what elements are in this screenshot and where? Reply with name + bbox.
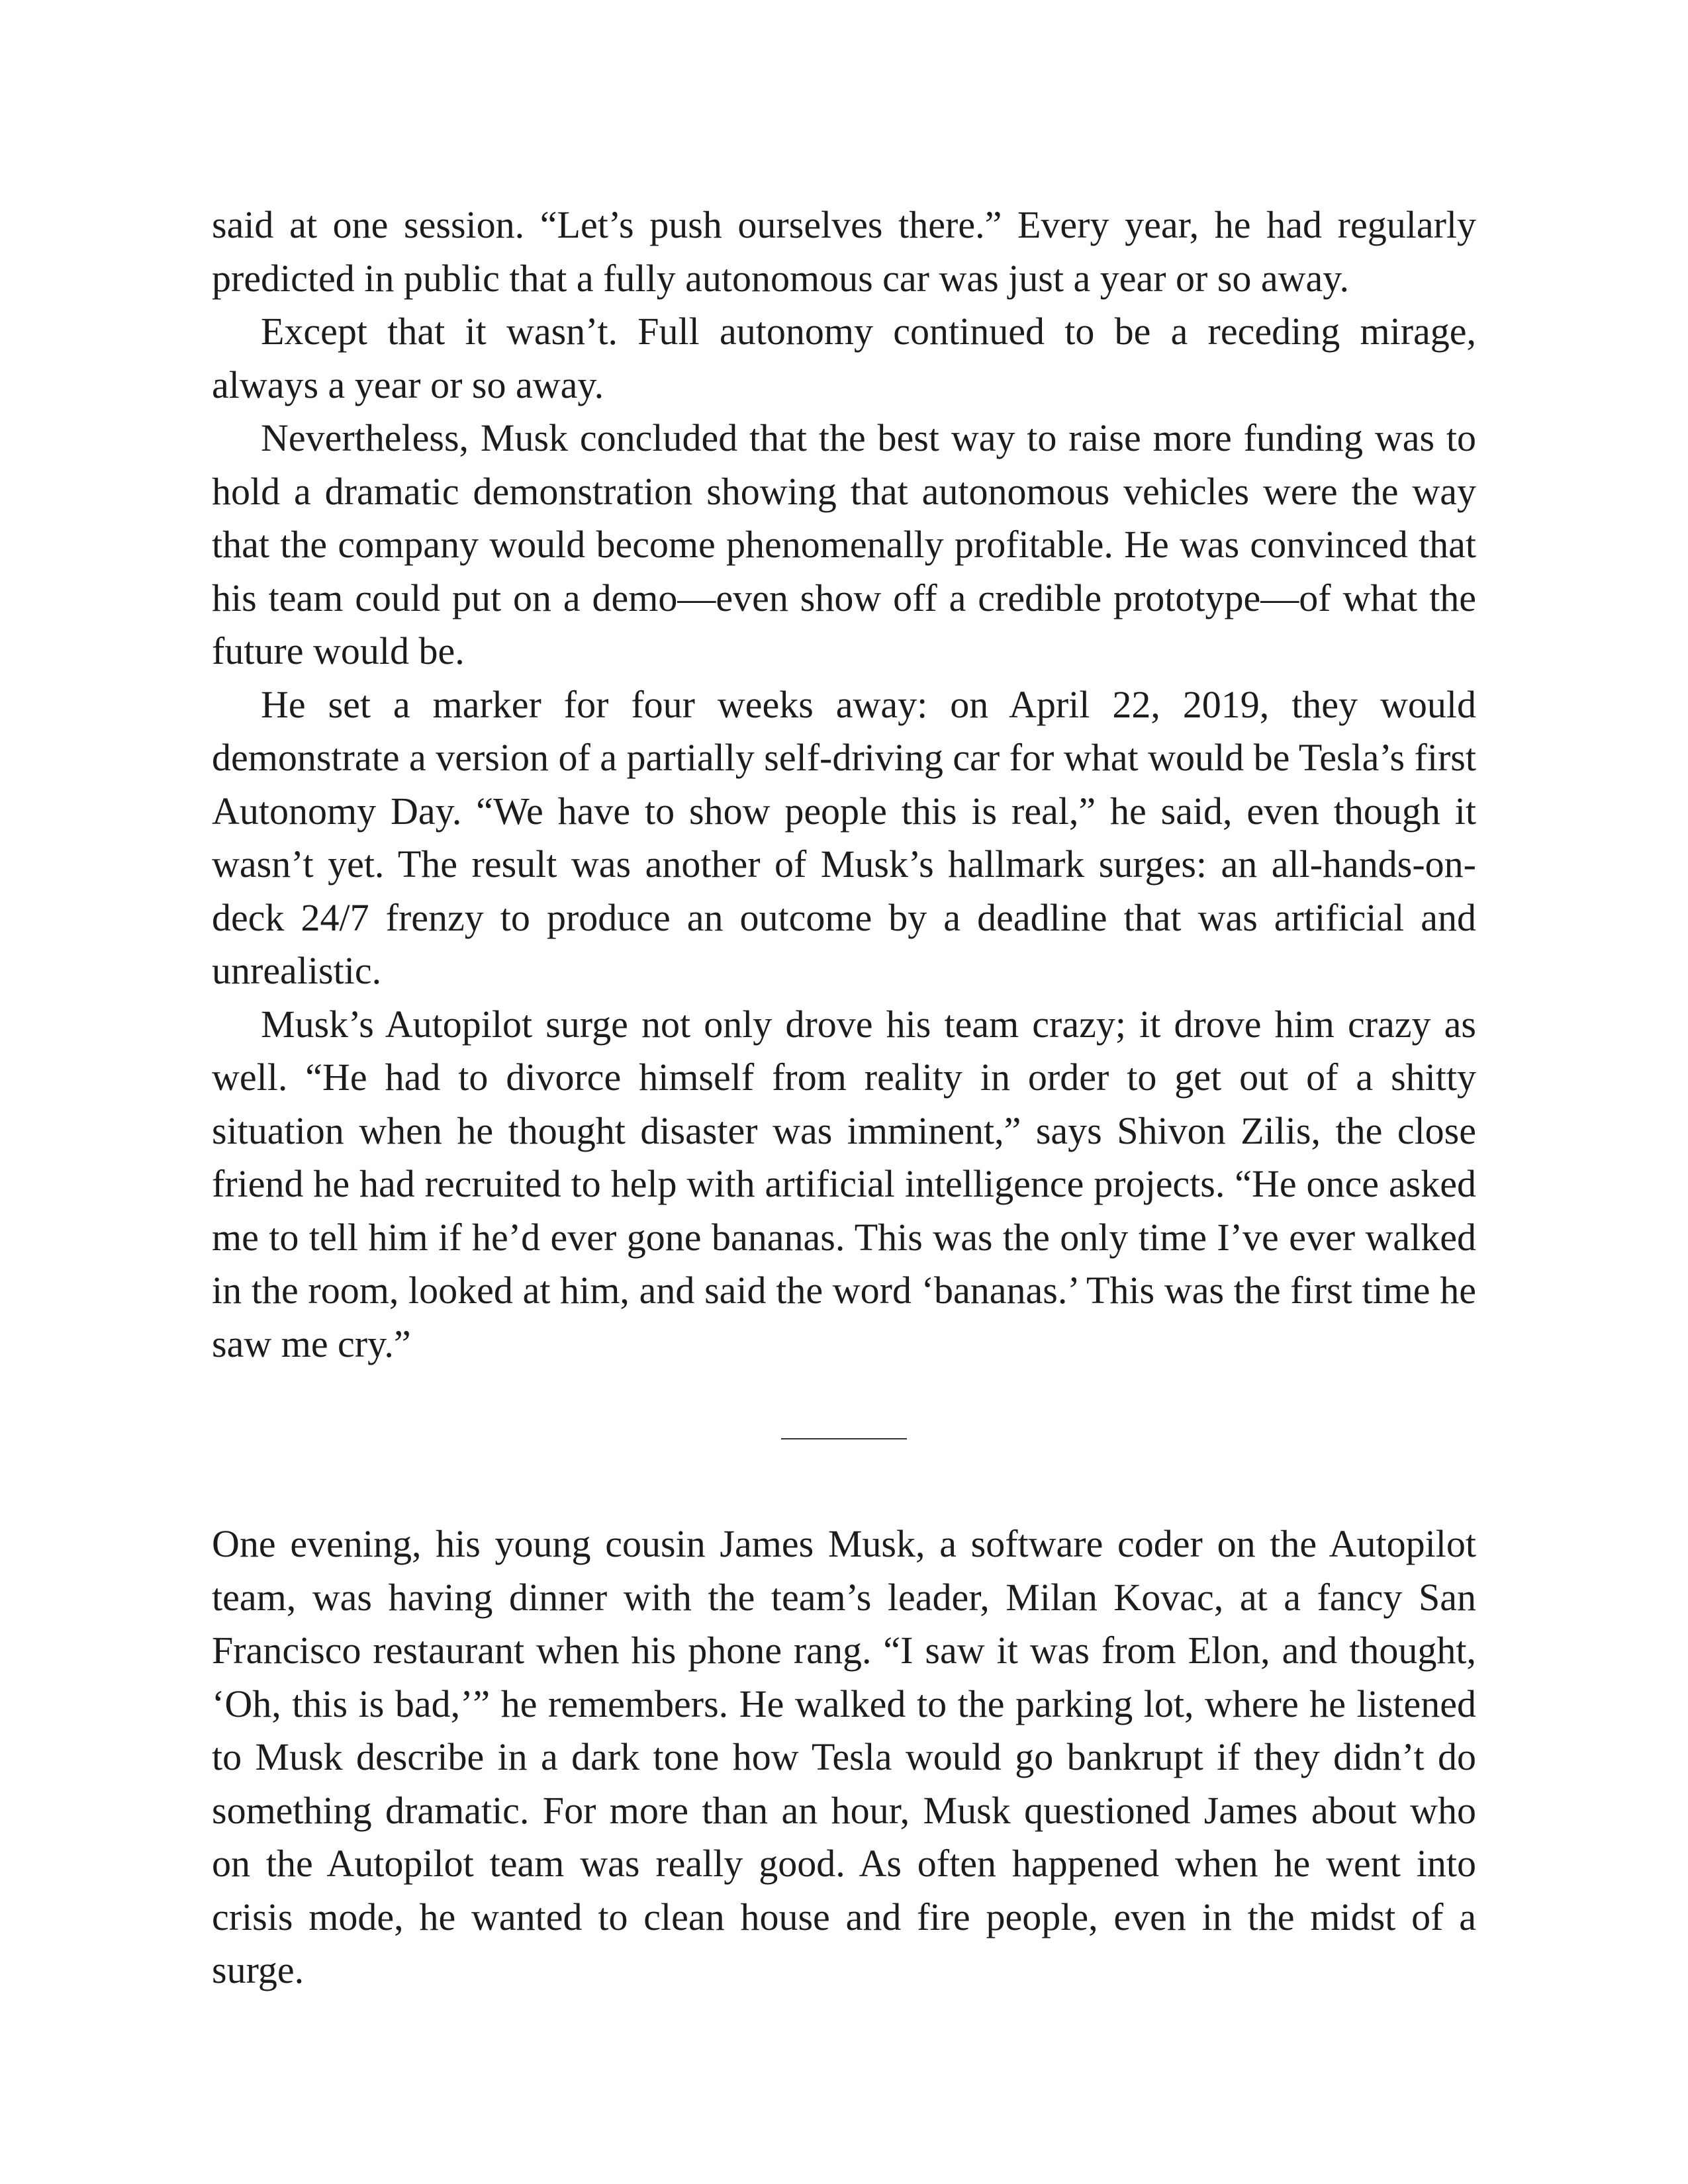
paragraph-5: Musk’s Autopilot surge not only drove his team crazy; it drove him crazy as well. “He had to divorce himself from reality in order to get out of a shitty situation when he thought disaster was imminent,” says Shivon Zilis, the close friend he had recruited to help with artificial intelligence projects. “He once asked me to tell him if he’d ever gone bananas. This was the only time I’ve ever walked in the room, looked at him, and said the word ‘bananas.’ This was the first time he saw me cry.” [212, 1002, 1476, 1365]
section-break-rule [781, 1438, 907, 1439]
paragraph-6: One evening, his young cousin James Musk, a software coder on the Autopilot team, was having dinner with the team’s leader, Milan Kovac, at a fancy San Francisco restaurant when his phone rang. “I saw it was from Elon, and thought, ‘Oh, this is bad,’” he remembers. He walked to the parking lot, where he listened to Musk describe in a dark tone how Tesla would go bankrupt if they didn’t do something dramatic. For more than an hour, Musk questioned James about who on the Autopilot team was really good. As often happened when he went into crisis mode, he wanted to clean house and fire people, even in the midst of a surge. [212, 1522, 1476, 1991]
paragraph-3: Nevertheless, Musk concluded that the best way to raise more funding was to hold a dramatic demonstration showing that autonomous vehicles were the way that the company would become phenomenally profitable. He was convinced that his team could put on a demo—even show off a credible prototype—of what the future would be. [212, 416, 1476, 672]
page-body [212, 199, 1476, 1997]
paragraph-2: Except that it wasn’t. Full autonomy continued to be a receding mirage, always a year or so away. [212, 310, 1476, 406]
paragraph-1: said at one session. “Let’s push ourselves there.” Every year, he had regularly predicted in public that a fully autonomous car was just a year or so away. [212, 203, 1476, 300]
paragraph-4: He set a marker for four weeks away: on April 22, 2019, they would demonstrate a version of a partially self-driving car for what would be Tesla’s first Autonomy Day. “We have to show people this is real,” he said, even though it wasn’t yet. The result was another of Musk’s hallmark surges: an all-hands-on-deck 24/7 frenzy to produce an outcome by a deadline that was artificial and unrealistic. [212, 682, 1476, 992]
